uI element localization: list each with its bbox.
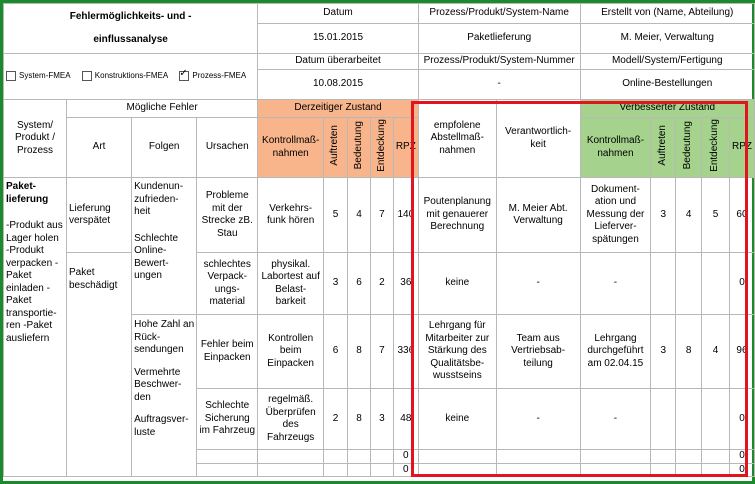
kontroll-cell[interactable]: Verkehrs-funk hören — [258, 178, 324, 253]
kontroll-cell[interactable]: physikal. Labortest auf Belast-barkeit — [258, 253, 324, 315]
bedeutung2-cell[interactable] — [676, 450, 702, 464]
system-title: Paket-lieferung — [6, 181, 49, 205]
prozess-fmea-checkbox[interactable] — [179, 71, 189, 81]
entdeckung-cell[interactable] — [370, 450, 393, 464]
bedeutung2-cell[interactable] — [676, 253, 702, 315]
rpz-cell: 336 — [393, 315, 418, 389]
entdeckung2-cell[interactable]: 4 — [702, 315, 730, 389]
folgen-cell[interactable]: Kundenun-zufrieden-heit Schlechte Online-Bewert-ungen — [132, 178, 197, 315]
bedeutung-cell[interactable]: 6 — [348, 253, 371, 315]
rpz2-cell: 0 — [729, 463, 754, 477]
col-empfolene: empfolene Abstellmaß-nahmen — [418, 100, 496, 178]
title-line-1: Fehlermöglichkeits- und - — [69, 11, 192, 22]
bedeutung2-cell[interactable]: 8 — [676, 315, 702, 389]
verantwortlich-cell[interactable]: M. Meier Abt. Verwaltung — [496, 178, 580, 253]
rpz2-cell: 60 — [729, 178, 754, 253]
ursache-cell[interactable] — [197, 450, 258, 464]
empfolene-cell[interactable]: Lehrgang für Mitarbeiter zur Stärkung des Qualitätsbe-wusstseins — [418, 315, 496, 389]
auftreten-cell[interactable]: 3 — [324, 253, 348, 315]
col-auftreten: Auftreten — [324, 118, 348, 178]
rpz2-cell: 0 — [729, 253, 754, 315]
verantwortlich-cell[interactable]: - — [496, 253, 580, 315]
rpz-cell: 48 — [393, 389, 418, 450]
konstruktions-fmea-label: Konstruktions-FMEA — [94, 71, 169, 81]
datum-value[interactable]: 15.01.2015 — [258, 24, 419, 54]
erstellt-value[interactable]: M. Meier, Verwaltung — [580, 24, 754, 54]
entdeckung-cell[interactable]: 7 — [370, 315, 393, 389]
rpz-cell: 0 — [393, 450, 418, 464]
prozess-name-label: Prozess/Produkt/System-Name — [418, 4, 580, 24]
bedeutung-cell[interactable]: 8 — [348, 315, 371, 389]
entdeckung2-cell[interactable] — [702, 463, 730, 477]
verantwortlich-cell[interactable]: - — [496, 389, 580, 450]
auftreten-cell[interactable]: 2 — [324, 389, 348, 450]
ursache-cell[interactable]: Fehler beim Einpacken — [197, 315, 258, 389]
rpz-cell: 140 — [393, 178, 418, 253]
bedeutung2-cell[interactable] — [676, 389, 702, 450]
ursache-cell[interactable]: Probleme mit der Strecke zB. Stau — [197, 178, 258, 253]
empfolene-cell[interactable] — [418, 450, 496, 464]
auftreten2-cell[interactable]: 3 — [651, 178, 676, 253]
datum-ueberarbeitet-value[interactable]: 10.08.2015 — [258, 70, 419, 100]
rpz-cell: 0 — [393, 463, 418, 477]
empfolene-cell[interactable]: keine — [418, 253, 496, 315]
verantwortlich-cell[interactable] — [496, 463, 580, 477]
document-title — [4, 4, 258, 54]
empfolene-cell[interactable] — [418, 463, 496, 477]
col-verbesserter-zustand: Verbesserter Zustand — [580, 100, 754, 118]
entdeckung2-cell[interactable]: 5 — [702, 178, 730, 253]
kontroll2-cell[interactable] — [580, 450, 651, 464]
kontroll-cell[interactable] — [258, 463, 324, 477]
modell-label: Modell/System/Fertigung — [580, 54, 754, 70]
col-ursachen: Ursachen — [197, 118, 258, 178]
entdeckung-cell[interactable] — [370, 463, 393, 477]
ursache-cell[interactable]: schlechtes Verpack-ungs-material — [197, 253, 258, 315]
auftreten2-cell[interactable]: 3 — [651, 315, 676, 389]
datum-label: Datum — [258, 4, 419, 24]
system-steps: -Produkt aus Lager holen -Produkt verpacken -Paket einladen -Paket transportie-ren -Paket ausliefern — [6, 220, 63, 344]
bedeutung-cell[interactable] — [348, 463, 371, 477]
auftreten-cell[interactable]: 5 — [324, 178, 348, 253]
kontroll-cell[interactable] — [258, 450, 324, 464]
entdeckung-cell[interactable]: 2 — [370, 253, 393, 315]
col-entdeckung-2: Entdeckung — [702, 118, 730, 178]
art-cell[interactable]: Paket beschädigt — [67, 253, 132, 477]
col-kontrollmassnahmen: Kontrollmaß-nahmen — [258, 118, 324, 178]
col-system: System/ Produkt / Prozess — [4, 100, 67, 178]
bedeutung-cell[interactable] — [348, 450, 371, 464]
kontroll2-cell[interactable] — [580, 463, 651, 477]
auftreten-cell[interactable]: 6 — [324, 315, 348, 389]
bedeutung-cell[interactable]: 8 — [348, 389, 371, 450]
col-moegliche-fehler: Mögliche Fehler — [67, 100, 258, 118]
col-rpz: RPZ — [393, 118, 418, 178]
col-art: Art — [67, 118, 132, 178]
rpz2-cell: 0 — [729, 389, 754, 450]
col-verantwortlichkeit: Verantwortlich-keit — [496, 100, 580, 178]
system-fmea-checkbox[interactable] — [6, 71, 16, 81]
auftreten2-cell[interactable] — [651, 463, 676, 477]
prozess-nummer-label: Prozess/Produkt/System-Nummer — [418, 54, 580, 70]
kontroll2-cell[interactable]: - — [580, 253, 651, 315]
col-auftreten-2: Auftreten — [651, 118, 676, 178]
fmea-table — [3, 3, 755, 477]
col-folgen: Folgen — [132, 118, 197, 178]
col-kontrollmassnahmen-2: Kontrollmaß-nahmen — [580, 118, 651, 178]
bedeutung-cell[interactable]: 4 — [348, 178, 371, 253]
empfolene-cell[interactable]: keine — [418, 389, 496, 450]
erstellt-label: Erstellt von (Name, Abteilung) — [580, 4, 754, 24]
prozess-fmea-label: Prozess-FMEA — [192, 71, 247, 81]
kontroll-cell[interactable]: regelmäß. Überprüfen des Fahrzeugs — [258, 389, 324, 450]
folgen-cell[interactable]: Hohe Zahl an Rück-sendungen Vermehrte Beschwer-den Auftragsver-luste — [132, 315, 197, 477]
entdeckung-cell[interactable]: 7 — [370, 178, 393, 253]
entdeckung2-cell[interactable] — [702, 389, 730, 450]
auftreten2-cell[interactable] — [651, 389, 676, 450]
bedeutung2-cell[interactable]: 4 — [676, 178, 702, 253]
col-rpz-2: RPZ — [729, 118, 754, 178]
prozess-nummer-value[interactable]: - — [418, 70, 580, 100]
ursache-cell[interactable]: Schlechte Sicherung im Fahrzeug — [197, 389, 258, 450]
col-entdeckung: Entdeckung — [370, 118, 393, 178]
verantwortlich-cell[interactable]: Team aus Vertriebsab-teilung — [496, 315, 580, 389]
col-bedeutung-2: Bedeutung — [676, 118, 702, 178]
rpz2-cell: 0 — [729, 450, 754, 464]
col-bedeutung: Bedeutung — [348, 118, 371, 178]
auftreten-cell[interactable] — [324, 450, 348, 464]
auftreten2-cell[interactable] — [651, 253, 676, 315]
verantwortlich-cell[interactable] — [496, 450, 580, 464]
kontroll-cell[interactable]: Kontrollen beim Einpacken — [258, 315, 324, 389]
art-cell[interactable]: Lieferung verspätet — [67, 178, 132, 253]
entdeckung-cell[interactable]: 3 — [370, 389, 393, 450]
system-fmea-label: System-FMEA — [19, 71, 71, 81]
empfolene-cell[interactable]: Poutenplanung mit genauerer Berechnung — [418, 178, 496, 253]
modell-value[interactable]: Online-Bestellungen — [580, 70, 754, 100]
prozess-name-value[interactable]: Paketlieferung — [418, 24, 580, 54]
kontroll2-cell[interactable]: Lehrgang durchgeführt am 02.04.15 — [580, 315, 651, 389]
rpz2-cell: 96 — [729, 315, 754, 389]
ursache-cell[interactable] — [197, 463, 258, 477]
auftreten-cell[interactable] — [324, 463, 348, 477]
bedeutung2-cell[interactable] — [676, 463, 702, 477]
system-cell[interactable] — [4, 178, 67, 477]
entdeckung2-cell[interactable] — [702, 450, 730, 464]
col-derzeitiger-zustand: Derzeitiger Zustand — [258, 100, 419, 118]
entdeckung2-cell[interactable] — [702, 253, 730, 315]
konstruktions-fmea-checkbox[interactable] — [82, 71, 92, 81]
kontroll2-cell[interactable]: Dokument-ation und Messung der Lieferver-spätungen — [580, 178, 651, 253]
datum-ueberarbeitet-label: Datum überarbeitet — [258, 54, 419, 70]
kontroll2-cell[interactable]: - — [580, 389, 651, 450]
fmea-type-selector — [4, 54, 258, 100]
title-line-2: einflussanalyse — [93, 33, 168, 45]
auftreten2-cell[interactable] — [651, 450, 676, 464]
rpz-cell: 36 — [393, 253, 418, 315]
